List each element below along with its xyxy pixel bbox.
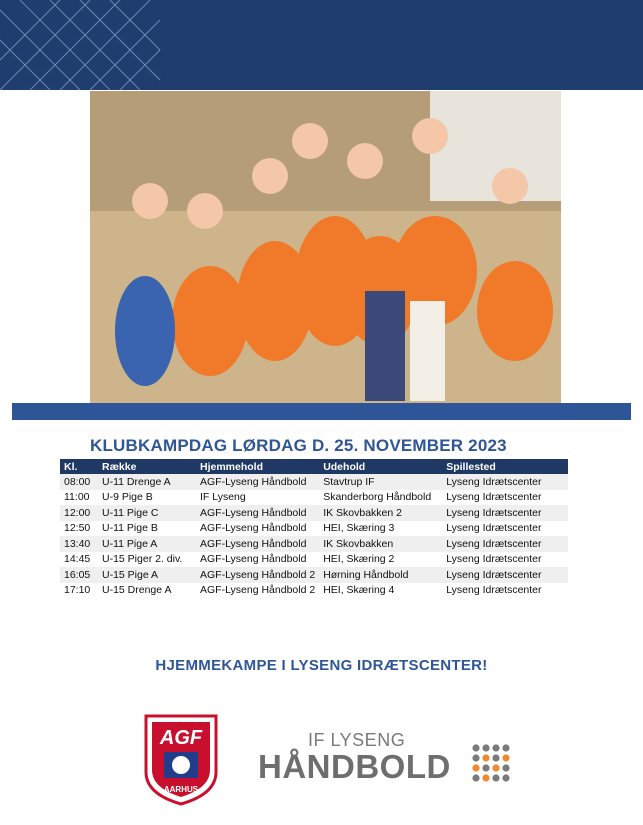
cell-row: U-15 Pige A [98, 567, 196, 583]
cell-venue: Lyseng Idrætscenter [446, 584, 542, 597]
cell-venue: Lyseng Idrætscenter [446, 553, 542, 566]
lyseng-logo-top: IF LYSENG [308, 730, 406, 750]
cell-home: AGF-Lyseng Håndbold [196, 505, 319, 521]
header-band [0, 0, 643, 90]
table-row [60, 505, 568, 521]
cell-row: U-15 Drenge A [102, 584, 172, 597]
cell-row: U-9 Pige B [102, 491, 153, 504]
header-venue: Spillested [442, 459, 568, 474]
agf-logo [140, 712, 222, 807]
cell-home: IF Lyseng [200, 491, 246, 504]
cell-row: U-11 Pige C [98, 505, 196, 521]
cell-row: U-11 Pige A [98, 536, 196, 552]
table-row [60, 583, 568, 599]
cell-home: AGF-Lyseng Håndbold 2 [196, 567, 319, 583]
cell-venue: Lyseng Idrætscenter [442, 474, 568, 490]
cell-away: Stavtrup IF [319, 474, 442, 490]
cell-row: U-11 Drenge A [98, 474, 196, 490]
header-time: Kl. [60, 459, 98, 474]
cell-time: 12:50 [64, 522, 91, 535]
table-row [60, 536, 568, 552]
divider-bar [12, 403, 631, 420]
cell-time: 08:00 [60, 474, 98, 490]
cell-away: Hørning Håndbold [319, 567, 442, 583]
schedule-table [60, 459, 568, 598]
cell-time: 13:40 [60, 536, 98, 552]
cell-venue: Lyseng Idrætscenter [442, 536, 568, 552]
header-row: Række [98, 459, 196, 474]
table-row [60, 474, 568, 490]
page-title: KLUBKAMPDAG LØRDAG D. 25. NOVEMBER 2023 [90, 436, 507, 455]
cell-row: U-15 Piger 2. div. [102, 553, 183, 566]
cell-away: HEI, Skæring 3 [323, 522, 395, 535]
cell-away: IK Skovbakken [319, 536, 442, 552]
team-photo-icon [90, 91, 561, 403]
agf-shield-icon [140, 712, 222, 807]
table-row [60, 490, 568, 506]
cell-venue: Lyseng Idrætscenter [442, 505, 568, 521]
cell-venue: Lyseng Idrætscenter [442, 567, 568, 583]
cell-time: 16:05 [60, 567, 98, 583]
agf-logo-text: AGF [159, 727, 203, 749]
cell-home: AGF-Lyseng Håndbold [200, 522, 307, 535]
cell-time: 12:00 [60, 505, 98, 521]
net-pattern-icon [0, 0, 643, 90]
cell-home: AGF-Lyseng Håndbold 2 [200, 584, 316, 597]
table-row [60, 552, 568, 568]
cell-venue: Lyseng Idrætscenter [446, 522, 542, 535]
cell-time: 11:00 [64, 491, 90, 504]
header-home: Hjemmehold [196, 459, 319, 474]
home-games-heading: HJEMMEKAMPE I LYSENG IDRÆTSCENTER! [155, 657, 488, 674]
team-photo [90, 91, 561, 403]
dots-grid-icon [471, 743, 511, 783]
agf-city-text: AARHUS [163, 785, 199, 794]
cell-away: IK Skovbakken 2 [319, 505, 442, 521]
lyseng-logo [258, 730, 518, 790]
header-away: Udehold [319, 459, 442, 474]
cell-home: AGF-Lyseng Håndbold [196, 474, 319, 490]
cell-home: AGF-Lyseng Håndbold [200, 553, 307, 566]
table-header-row [60, 459, 568, 474]
table-row [60, 567, 568, 583]
cell-venue: Lyseng Idrætscenter [446, 491, 542, 504]
cell-away: Skanderborg Håndbold [323, 491, 432, 504]
cell-home: AGF-Lyseng Håndbold [196, 536, 319, 552]
cell-away: HEI, Skæring 4 [323, 584, 395, 597]
cell-time: 17:10 [64, 584, 91, 597]
cell-away: HEI, Skæring 2 [323, 553, 395, 566]
cell-time: 14:45 [64, 553, 91, 566]
lyseng-logo-main: HÅNDBOLD [258, 748, 451, 785]
cell-row: U-11 Pige B [102, 522, 158, 535]
table-row [60, 521, 568, 537]
